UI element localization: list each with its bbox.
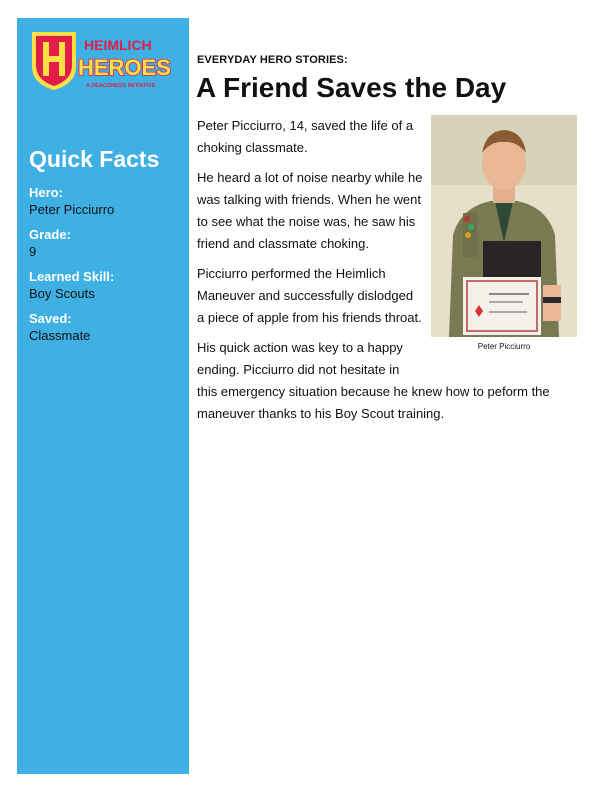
fact-value: 9 xyxy=(29,244,37,259)
article-kicker: EVERYDAY HERO STORIES: xyxy=(197,54,348,66)
quick-facts-title: Quick Facts xyxy=(29,146,160,172)
fact-label: Grade: xyxy=(29,227,71,242)
fact-value: Peter Picciurro xyxy=(29,202,115,217)
fact-label: Learned Skill: xyxy=(29,269,115,284)
logo-line1: HEIMLICH xyxy=(84,37,152,53)
fact-value: Classmate xyxy=(29,328,91,343)
photo-figure xyxy=(431,115,577,353)
fact-label: Saved: xyxy=(29,311,72,326)
article-paragraph: His quick action was key to a happy ending. Picciurro did not hesitate in this emergency situation because he knew how to peform the maneuver thanks to his Boy Scout training. xyxy=(197,340,550,421)
article-headline: A Friend Saves the Day xyxy=(196,72,507,103)
quick-facts-sidebar xyxy=(17,18,189,774)
heimlich-heroes-logo xyxy=(28,26,178,92)
fact-grade xyxy=(29,226,179,260)
article-paragraph: Peter Picciurro, 14, saved the life of a choking classmate. xyxy=(197,118,414,155)
hero-photo xyxy=(431,115,577,337)
fact-hero xyxy=(29,184,179,218)
quick-facts-list xyxy=(29,184,179,352)
logo-line2: HEROES xyxy=(78,55,171,80)
fact-label: Hero: xyxy=(29,185,63,200)
article-paragraph: He heard a lot of noise nearby while he was talking with friends. When he went to see what the noise was, he saw his friend and classmate choking. xyxy=(197,170,423,251)
fact-learned-skill xyxy=(29,268,179,302)
fact-saved xyxy=(29,310,179,344)
article-body xyxy=(197,115,577,433)
photo-caption: Peter Picciurro xyxy=(477,342,531,351)
article-paragraph: Picciurro performed the Heimlich Maneuver and successfully dislodged a piece of apple from his friends throat. xyxy=(197,266,422,325)
logo-tagline: A DEACONESS INITIATIVE xyxy=(86,83,156,89)
fact-value: Boy Scouts xyxy=(29,286,95,301)
